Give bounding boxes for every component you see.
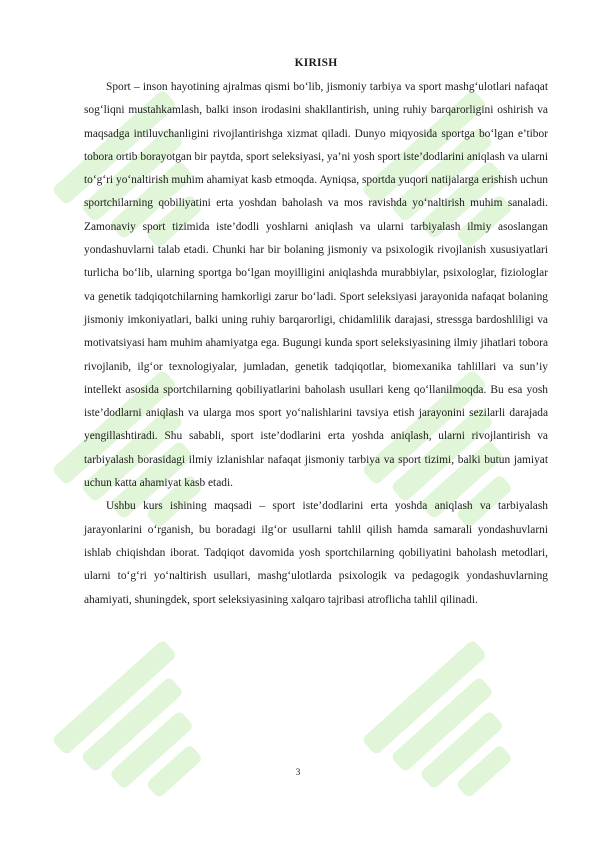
- watermark-mark: [361, 639, 550, 826]
- paragraph-goal: Ushbu kurs ishining maqsadi – sport iste’dodlarini erta yoshda aniqlash va tarbiyalash jarayonlarini o‘rganish, bu boradagi ilg‘or usullarni tahlil qilish hamda samarali yondashuvlarni ishlab chiqishdan iborat. Tadqiqot davomida yosh sportchilarning qobiliyatini baholash metodlari, ularni to‘g‘ri yo‘naltirish usullari, mashg‘ulotlarda psixologik va pedagogik yondashuvlarning ahamiyati, shuningdek, sport seleksiyasining xalqaro tajribasi atroflicha tahlil qilinadi.: [84, 500, 548, 606]
- paragraph-intro: Sport – inson hayotining ajralmas qismi bo‘lib, jismoniy tarbiya va sport mashg‘ulotlari nafaqat sog‘liqni mustahkamlash, balki inson irodasini shakllantirish, uning ruhiy barqarorligini oshirish va maqsadga intiluvchanligini rivojlantirishga xizmat qiladi. Dunyo miqyosida sportga bo‘lgan e’tibor tobora ortib borayotgan bir paytda, sport seleksiyasi, ya’ni yosh sport iste’dodlarini aniqlash va ularni to‘g‘ri yo‘naltirish muhim ahamiyat kasb etmoqda. Ayniqsa, sportda yuqori natijalarga erishish uchun sportchilarning qobiliyatini erta yoshdan baholash va mos ravishda yo‘naltirish muhim sanaladi. Zamonaviy sport tizimida iste’dodli yoshlarni aniqlash va ularni tarbiyalash ilmiy asoslangan yondashuvlarni talab etadi. Chunki har bir bolaning jismoniy va psixologik rivojlanish xususiyatlari turlicha bo‘lib, ularning sportga bo‘lgan moyilligini aniqlashda murabbiylar, psixologlar, fiziologlar va genetik tadqiqotchilarning hamkorligi zarur bo‘ladi. Sport seleksiyasi jarayonida nafaqat bolaning jismoniy imkoniyatlari, balki uning ruhiy barqarorligi, chidamlilik darajasi, stressga bardoshliligi va motivatsiyasi ham muhim ahamiyatga ega. Bugungi kunda sport seleksiyasining ilmiy jihatlari tobora rivojlanib, ilg‘or texnologiyalar, jumladan, genetik tadqiqotlar, biomexanika tahlillari va sun’iy intellekt asosida sportchilarning qobiliyatlarini baholash usullari keng qo‘llanilmoqda. Bu esa yosh iste’dodlarni aniqlash va ularga mos sport yo‘nalishlarini tavsiya etish jarayonini sezilarli darajada yengillashtiradi. Shu sababli, sport iste’dodlarini erta yoshda aniqlash, ularni rivojlantirish va tarbiyalash borasidagi ilmiy izlanishlar nafaqat jismoniy tarbiya va sport tizimi, balki butun jamiyat uchun katta ahamiyat kasb etadi.: [84, 81, 548, 490]
- document-body: [84, 57, 548, 612]
- watermark-mark: [51, 639, 240, 826]
- page-number: 3: [295, 768, 301, 778]
- section-title: KIRISH: [294, 57, 338, 69]
